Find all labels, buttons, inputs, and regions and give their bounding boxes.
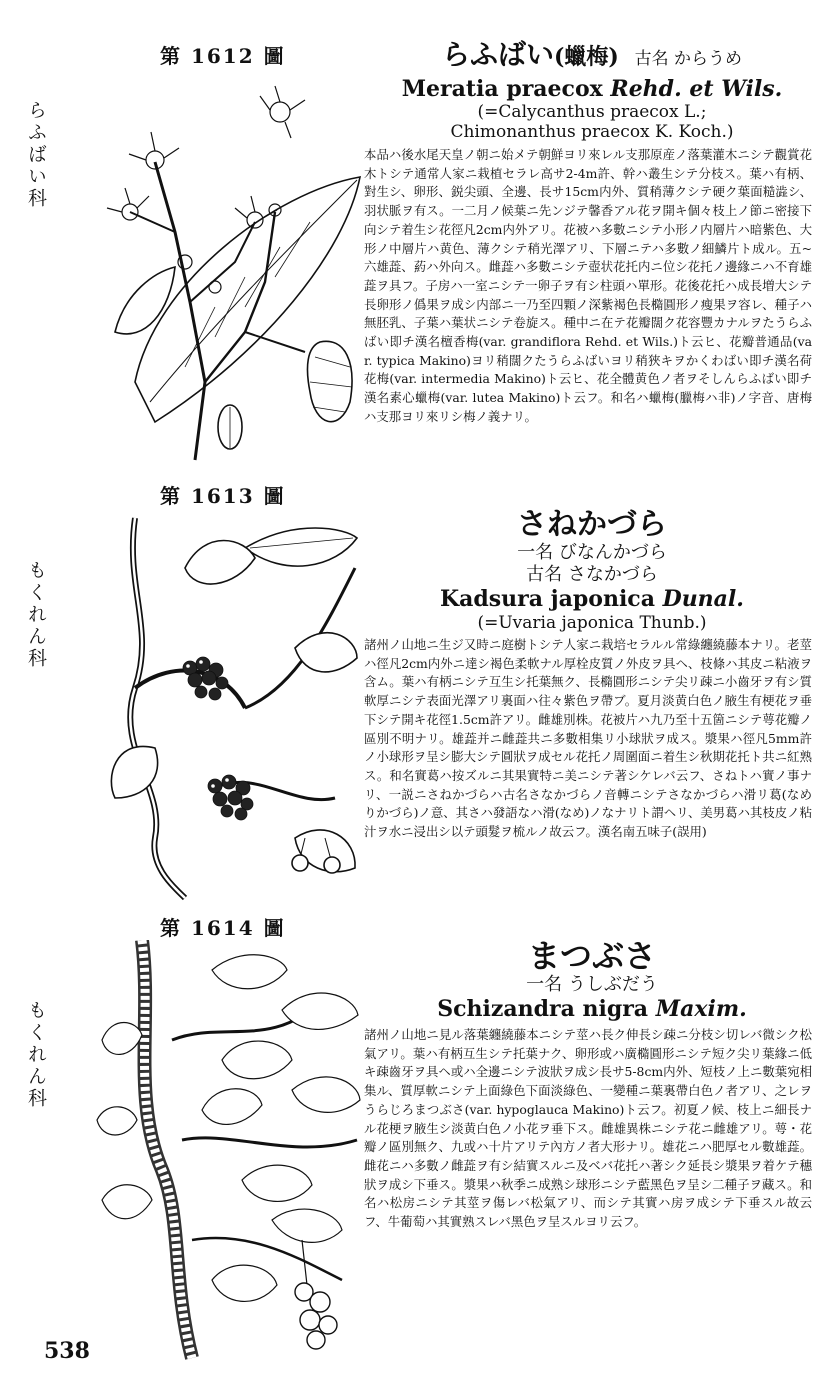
description-text: 諸州ノ山地ニ見ル落葉纏繞藤本ニシテ莖ハ長ク伸長シ疎ニ分枝シ切レバ微シク松氣アリ。葉ハ有柄互生シテ托葉ナク、卵形或ハ廣橢圓形ニシテ短ク尖リ葉緣ニ低キ疎齒牙ヲ具ヘ或ハ全邊ニシテ波狀ヲ成シ長サ5-8cm内外、短枝ノ上ニ數葉宛相集ル、質厚軟ニシテ上面綠色下面淡綠色、一變種ニ葉裏帶白色ノ者アリ、之レヲうらじろまつぶさ(var. hypoglauca Makino)ト云フ。初夏ノ候、枝上ニ細長ナル花梗ヲ腋生シ淡黄白色ノ小花ヲ垂下ス。雌雄異株ニシテ花ニ雌雄アリ。萼・花瓣ノ區別無ク、九或ハ十片アリテ內方ノ者大形ナリ。雄花ニハ肥厚セル數雄蕋。雌花ニハ多數ノ雌蕋ヲ有シ結實スルニ及ベバ花托ハ著シク延長シ漿果ヲ着ケテ穗狀ヲ成シ下垂ス。漿果ハ秋季ニ成熟シ球形ニシテ藍黑色ヲ呈シ二種子ヲ藏ス。和名ハ松房ニシテ其莖ヲ傷レバ松氣アリ、而シテ其實ハ房ヲ成シテ下垂スル故云フ、牛葡萄ハ其實熟スレバ黑色ヲ呈スルヨリ云フ。 [364,1027,812,1230]
scientific-name: Kadsura japonica Dunal. [440,586,744,612]
ancient-name: 古名 さなかづら [526,564,658,585]
entry-1612 [364,38,812,522]
synonym-line: (=Uvaria japonica Thunb.) [477,613,707,633]
family-label: らふばい科 [25,100,47,210]
page-number: 538 [44,1338,90,1364]
entry-title [372,38,812,76]
plant-illustration-kadsura [95,508,363,902]
figure-number: 第 1613 圖 [160,484,286,508]
family-label: もくれん科 [25,1000,47,1110]
japanese-name: まつぶさ [527,937,656,975]
japanese-name: さねかづら [517,507,667,542]
plant-illustration-meratia [95,82,363,462]
alternate-name: 一名 びなんかづら [517,542,667,563]
scientific-name: Meratia praecox Rehd. et Wils. [401,76,783,102]
kanji-name: (蠟梅) [554,44,619,70]
entry-1614 [364,937,812,1400]
description-text: 諸州ノ山地ニ生ジ又時ニ庭樹トシテ人家ニ栽培セラルル常綠纏繞藤本ナリ。老莖ハ徑凡2cm内外ニ達シ褐色柔軟ナル厚栓皮質ノ外皮ヲ具ヘ、枝條ハ其皮ニ粘液ヲ含ム。葉ハ有柄ニシテ互生シ托葉無ク、長橢圓形ニシテ尖リ疎ニ小齒牙ヲ有シ質軟厚ニシテ表面光澤アリ裏面ハ往々紫色ヲ帶ブ。夏月淡黄白色ノ腋生有梗花ヲ垂下シテ開キ花徑1.5cm許アリ。雌雄別株。花被片ハ九乃至十五箇ニシテ萼花瓣ノ區別不明ナリ。雄蕋并ニ雌蕋共ニ多數相集リ小球狀ヲ成ス。漿果ハ徑凡5mm許ノ小球形ヲ呈シ膨大シテ圓狀ヲ成セル花托ノ周圍面ニ着生シ秋期花托ト共ニ紅熟ス。和名實葛ハ按ズルニ其果實特ニ美ニシテ著シケレバ云フ、さねトハ實ノ事ナリ、一説ニさねかづらハ古名さなかづらノ音轉ニシテさなかづらハ滑リ葛(なめりかづら)ノ意、其さハ發語なハ滑(なめ)ノなナリト謂ヘリ、美男葛ハ其枝皮ノ粘汁ヲ水ニ浸出シ以テ頭髮ヲ梳ルノ故云フ。漢名南五味子(誤用) [364,637,812,840]
family-label: もくれん科 [25,560,47,670]
synonym-line: Chimonanthus praecox K. Koch.) [450,122,734,142]
ancient-name: 古名 からうめ [634,49,742,69]
alternate-name: 一名 うしぶだう [526,974,658,995]
entry-1613 [364,507,812,936]
description-text: 本品ハ後水尾天皇ノ朝ニ始メテ朝鮮ヨリ來レル支那原産ノ落葉灌木ニシテ觀賞花木トシテ通常人家ニ栽植セラレ高サ2-4m許、幹ハ叢生シテ分枝ス。葉ハ有柄、對生シ、卵形、鋭尖頭、全邊、長サ15cm内外、質稍薄クシテ硬ク葉面糙澁シ、羽状脈ヲ有ス。一二月ノ候葉ニ先ンジテ馨香アル花ヲ開キ個々枝上ノ節ニ密接下向シテ着生シ花徑凡2cm内外アリ。花被ハ多數ニシテ小形ノ内層片ハ暗紫色、大形ノ中層片ハ黄色、薄クシテ稍光澤アリ、下層ニテハ多數ノ細鱗片ト成ル。五~六雄蕋、葯ハ外向ス。雌蕋ハ多數ニシテ壺状花托内ニ位シ花托ノ邊緣ニハ不育雄蕋ヲ具フ。子房ハ一室ニシテ一卵子ヲ有シ柱頭ハ單形。花後花托ハ成長増大シテ長卵形ノ僞果ヲ成シ内部ニ一乃至四顆ノ深紫褐色長橢圓形ノ瘦果ヲ容レ、種子ハ無胚乳、子葉ハ葉状ニシテ卷旋ス。種中ニ在テ花瓣闊ク花容豐カナルヲたうらふばい即チ漢名檀香梅(var. grandiflora Rehd. et Wils.)ト云ヒ、花瓣普通品(var. typica Makino)ヨリ稍闊クたうらふばいヨリ稍狹キヲかくわばい即チ漢名荷花梅(var. intermedia Makino)ト云ヒ、花全體黄色ノ者ヲそしんらふばい即チ漢名素心蠟梅(var. lutea Makino)ト云フ。和名ハ蠟梅(臘梅ハ非)ノ字音、唐梅ハ支那ヨリ來リシ梅ノ義ナリ。 [364,147,812,424]
plant-illustration-schizandra [92,940,364,1360]
japanese-name: らふばい [442,38,555,71]
figure-number: 第 1614 圖 [160,916,286,940]
synonym-line: (=Calycanthus praecox L.; [477,102,707,122]
figure-number: 第 1612 圖 [160,44,286,68]
scientific-name: Schizandra nigra Maxim. [437,996,747,1022]
